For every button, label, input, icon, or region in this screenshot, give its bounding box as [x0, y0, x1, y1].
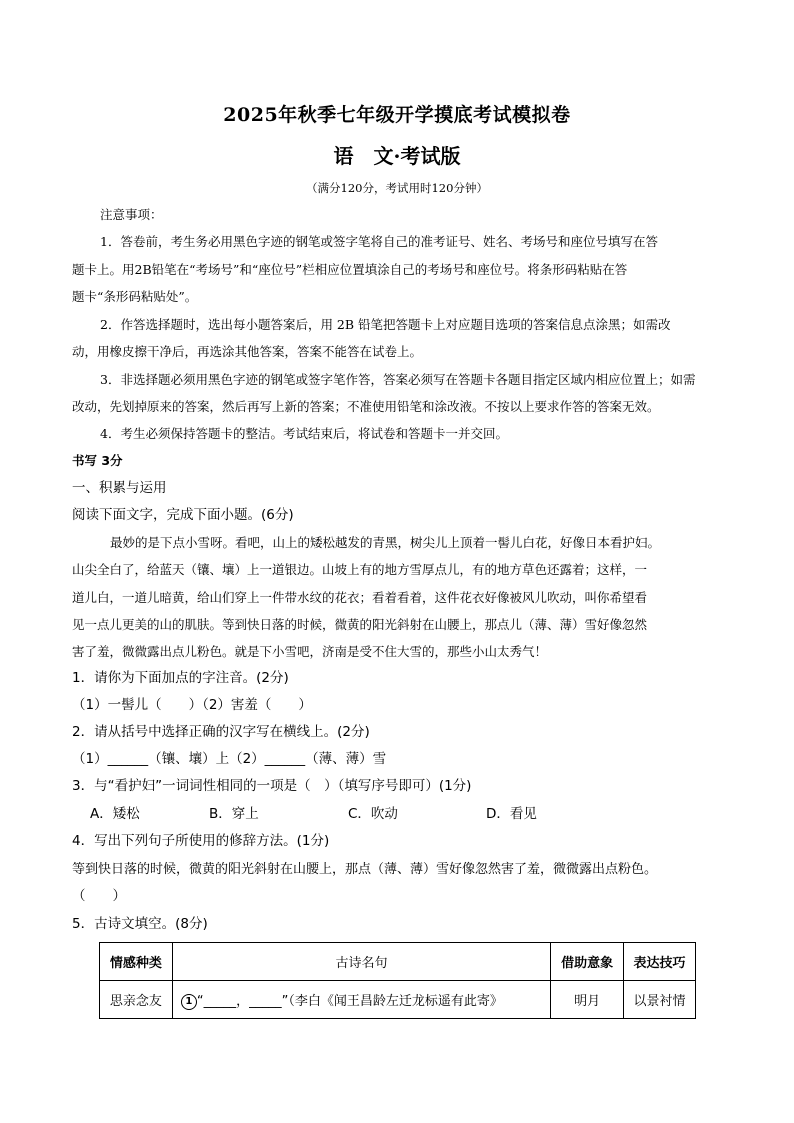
question-3-option-b: B．穿上 — [209, 806, 259, 822]
table-header-verse: 古诗名句 — [172, 943, 550, 981]
notice-item-2-line-2: 动，用橡皮擦干净后，再选涂其他答案，答案不能答在试卷上。 — [72, 344, 423, 359]
notice-item-2-line-1: 2．作答选择题时，选出每小题答案后，用 2B 铅笔把答题卡上对应题目选项的答案信息点涂黑；如需改 — [100, 317, 671, 332]
exam-title: 2025年秋季七年级开学摸底考试模拟卷 — [223, 104, 571, 126]
circled-number-icon: 1 — [181, 994, 197, 1010]
table-cell-emotion: 思亲念友 — [100, 981, 173, 1019]
question-5: 5．古诗文填空。(8分) — [72, 916, 208, 932]
question-3-option-d: D．看见 — [486, 806, 537, 822]
notice-item-4-line-1: 4．考生必须保持答题卡的整洁。考试结束后，将试卷和答题卡一并交回。 — [100, 426, 508, 441]
question-4: 4．写出下列句子所使用的修辞方法。(1分) — [72, 833, 330, 849]
exam-subtitle: 语 文·考试版 — [333, 144, 461, 168]
table-header-row — [100, 943, 696, 981]
question-2-blanks: （1）______（镶、壤）上（2）______（薄、薄）雪 — [72, 751, 387, 767]
notice-item-3-line-1: 3．非选择题必须用黑色字迹的钢笔或签字笔作答，答案必须写在答题卡各题目指定区域内相应位置上；如需 — [100, 372, 696, 387]
notice-item-3-line-2: 改动，先划掉原来的答案，然后再写上新的答案；不准使用铅笔和涂改液。不按以上要求作答的答案无效。 — [72, 399, 660, 414]
table-row — [100, 981, 696, 1019]
question-4-answer-blank: （ ） — [72, 888, 126, 904]
notice-heading: 注意事项： — [100, 207, 163, 222]
table-cell-verse — [172, 981, 550, 1019]
verse-fill-blank: “_____，_____”（李白《闻王昌龄左迁龙标遥有此寄》 — [196, 993, 503, 1009]
passage-line-4: 见一点儿更美的山的肌肤。等到快日落的时候，微黄的阳光斜射在山腰上，那点儿（薄、薄）雪好像忽然 — [72, 617, 648, 632]
writing-score-heading: 书写 3分 — [72, 453, 123, 468]
table-header-emotion: 情感种类 — [100, 943, 173, 981]
table-cell-technique: 以景衬情 — [624, 981, 696, 1019]
question-3-option-c: C．吹动 — [348, 806, 398, 822]
passage-line-2: 山尖全白了，给蓝天（镶、壤）上一道银边。山坡上有的地方雪厚点儿，有的地方草色还露着；这样，一 — [72, 562, 648, 577]
passage-line-3: 道儿白，一道儿暗黄，给山们穿上一件带水纹的花衣；看着看着，这件花衣好像被风儿吹动，叫你希望看 — [72, 590, 648, 605]
notice-item-1-line-2: 题卡上。用2B铅笔在“考场号”和“座位号”栏相应位置填涂自己的考场号和座位号。将条形码粘贴在答 — [72, 262, 628, 277]
section-heading-part-1: 一、积累与运用 — [72, 480, 167, 496]
question-1-blanks: （1）一髻儿（ ）（2）害羞（ ） — [72, 697, 312, 713]
question-3-option-a: A．矮松 — [90, 806, 140, 822]
question-2: 2．请从括号中选择正确的汉字写在横线上。(2分) — [72, 724, 370, 740]
question-3: 3．与“看护妇”一词词性相同的一项是（ ）（填写序号即可）(1分) — [72, 778, 472, 794]
table-header-imagery: 借助意象 — [551, 943, 624, 981]
notice-item-1-line-1: 1．答卷前，考生务必用黑色字迹的钢笔或签字笔将自己的准考证号、姓名、考场号和座位号填写在答 — [100, 234, 658, 249]
full-mark-note: （满分120分，考试用时120分钟） — [306, 181, 488, 195]
table-cell-imagery: 明月 — [551, 981, 624, 1019]
passage-line-5: 害了羞，微微露出点儿粉色。就是下小雪吧，济南是受不住大雪的，那些小山太秀气！ — [72, 644, 548, 659]
poem-table — [99, 942, 696, 1019]
question-4-sentence: 等到快日落的时候，微黄的阳光斜射在山腰上，那点（薄、薄）雪好像忽然害了羞，微微露出点粉色。 — [72, 862, 658, 877]
table-header-technique: 表达技巧 — [624, 943, 696, 981]
passage-line-1: 最妙的是下点小雪呀。看吧，山上的矮松越发的青黑，树尖儿上顶着一髻儿白花，好像日本看护妇。 — [110, 535, 661, 550]
question-1: 1．请你为下面加点的字注音。(2分) — [72, 670, 289, 686]
reading-instruction: 阅读下面文字，完成下面小题。(6分) — [72, 507, 294, 523]
notice-item-1-line-3: 题卡“条形码粘贴处”。 — [72, 289, 198, 304]
